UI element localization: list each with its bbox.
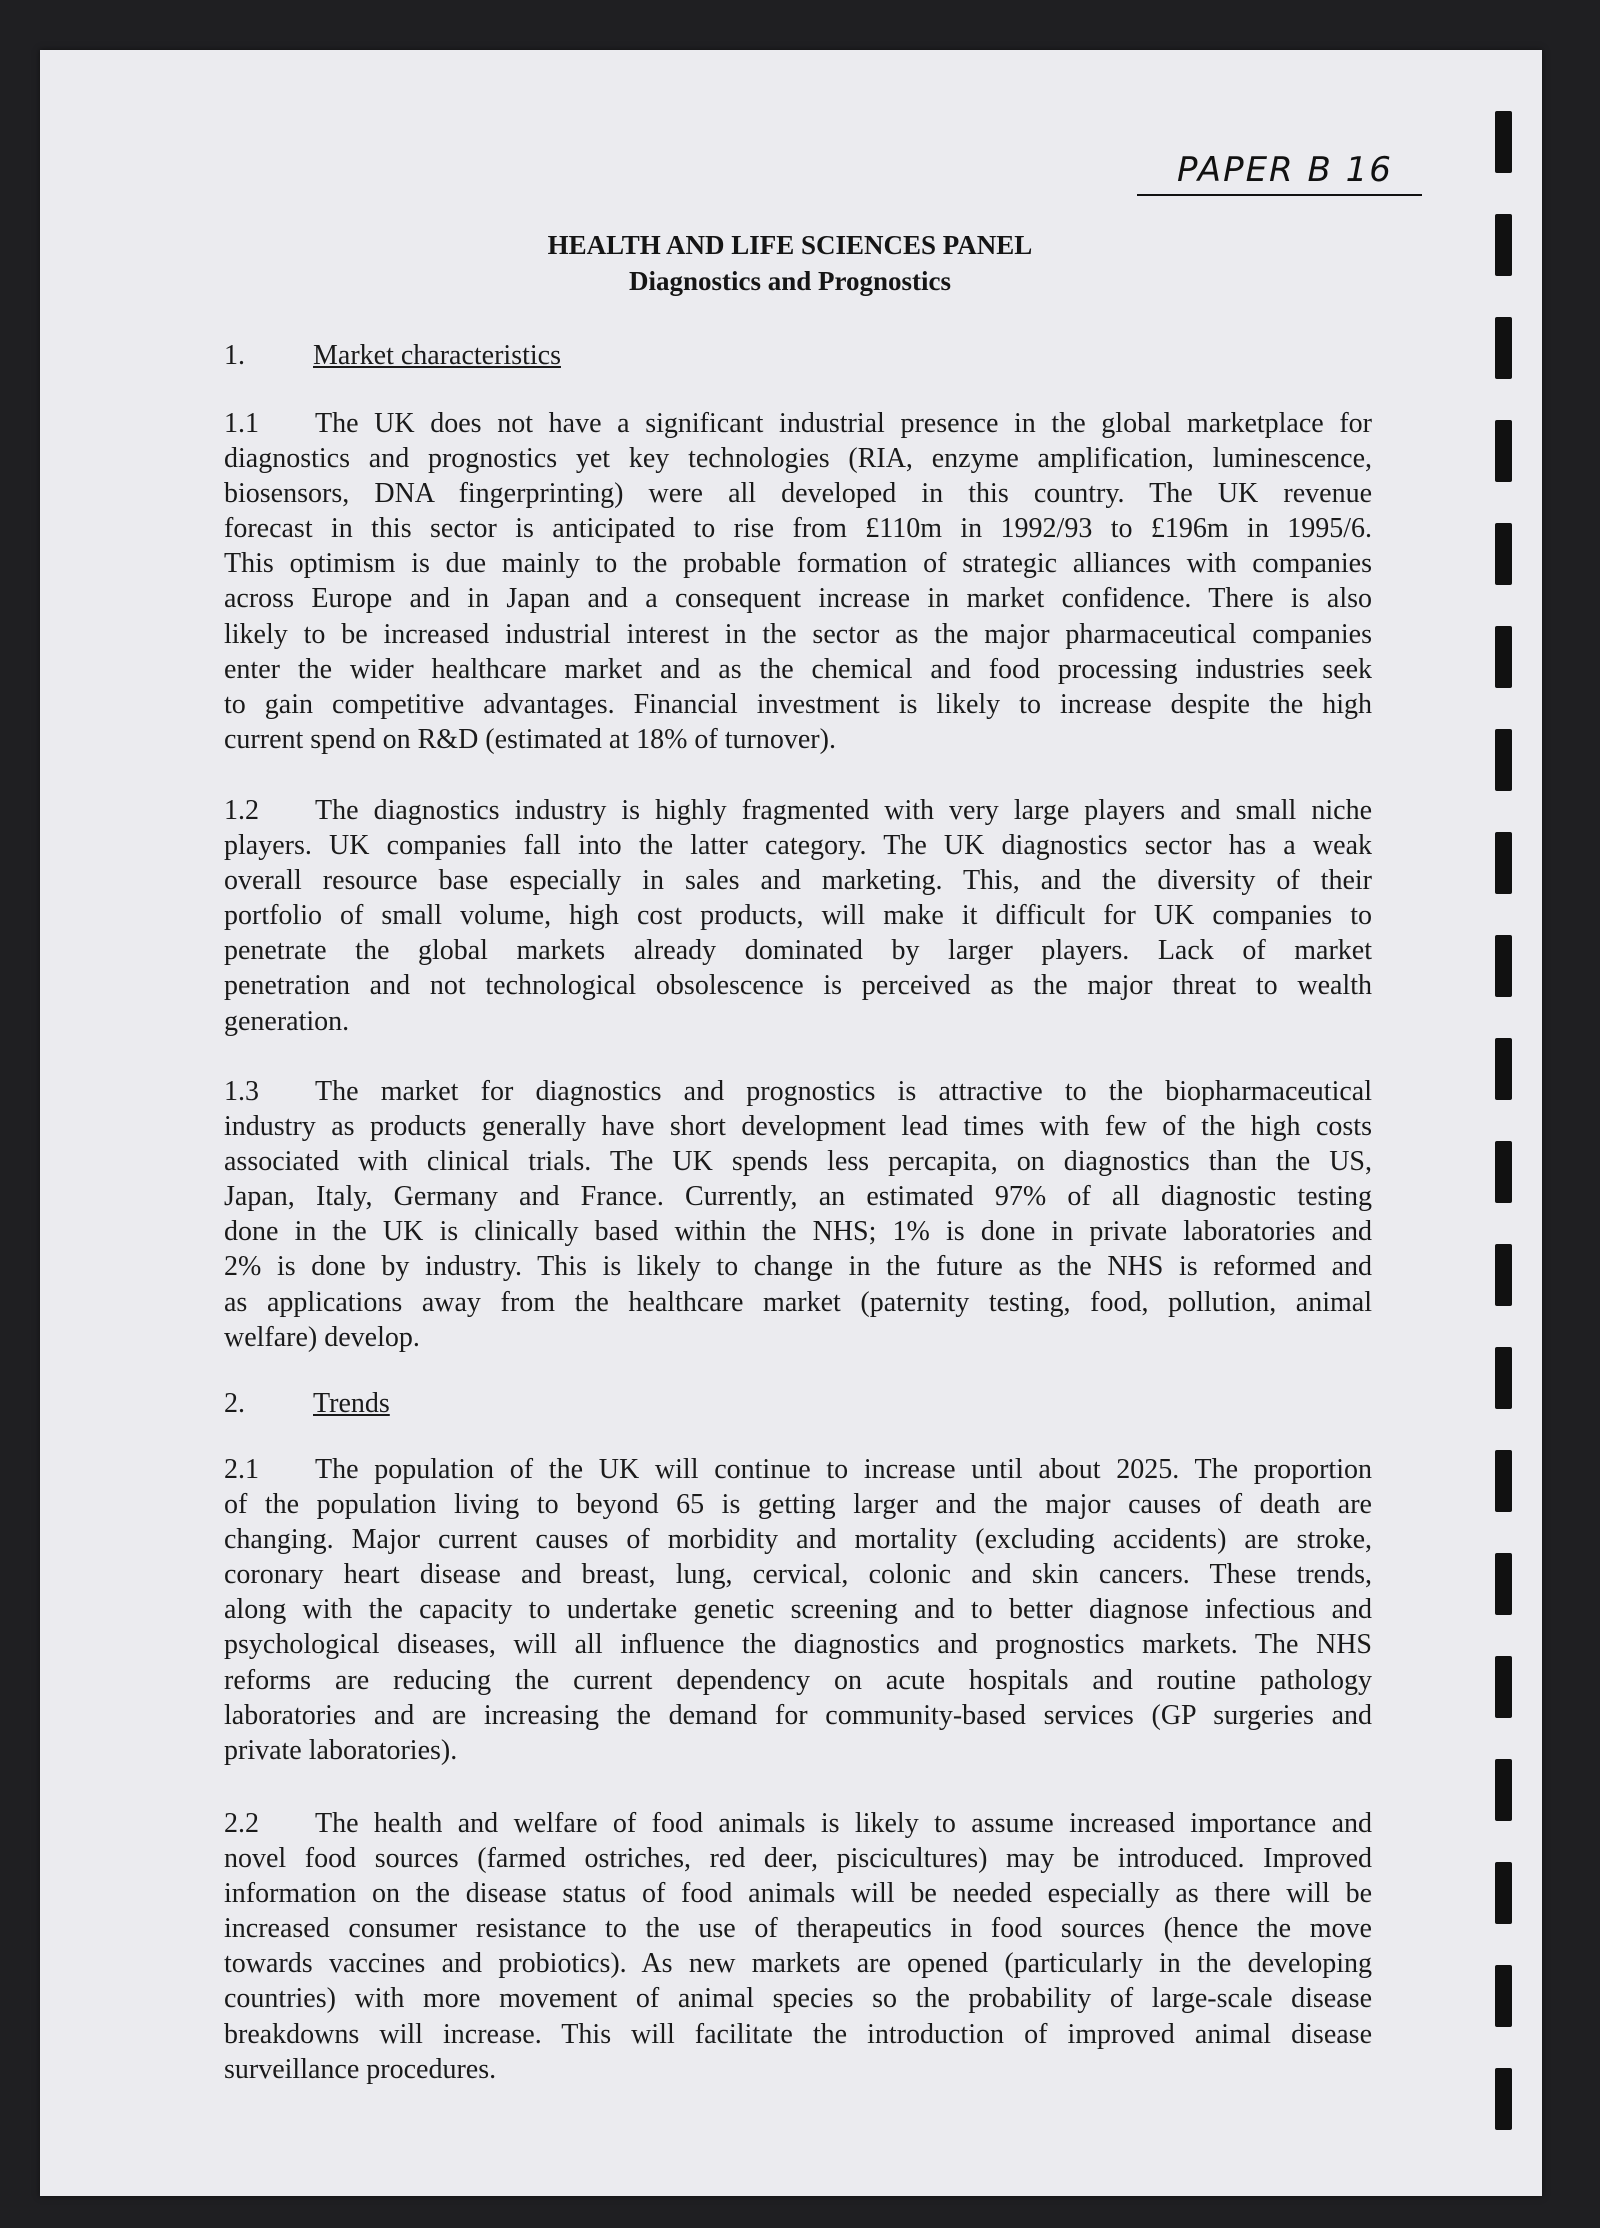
- handwritten-paper-label: PAPER B 16: [1137, 150, 1422, 196]
- binding-hole-mark: [1495, 1141, 1512, 1203]
- text-line: diagnostics and prognostics yet key technologies (RIA, enzyme amplification, luminescence,: [224, 443, 1372, 475]
- text-line: along with the capacity to undertake genetic screening and to better diagnose infectious and: [224, 1594, 1372, 1626]
- text-line: of the population living to beyond 65 is getting larger and the major causes of death are: [224, 1489, 1372, 1521]
- text-line: biosensors, DNA fingerprinting) were all developed in this country. The UK revenue: [224, 478, 1372, 510]
- binding-hole-mark: [1495, 1244, 1512, 1306]
- document-title: HEALTH AND LIFE SCIENCES PANEL: [547, 230, 1033, 260]
- text-line: likely to be increased industrial interest in the sector as the major pharmaceutical companies: [224, 618, 1372, 650]
- section-title: Market characteristics: [313, 340, 561, 371]
- paragraph-1-1: [224, 406, 1372, 757]
- paragraph-2-2: [224, 1806, 1372, 2087]
- text-line: breakdowns will increase. This will facilitate the introduction of improved animal disease: [224, 2018, 1372, 2050]
- text-line: laboratories and are increasing the demand for community-based services (GP surgeries and: [224, 1699, 1372, 1731]
- text-line: increased consumer resistance to the use of therapeutics in food sources (hence the move: [224, 1913, 1372, 1945]
- text-line: welfare) develop.: [224, 1321, 420, 1353]
- text-line: 1.3 The market for diagnostics and prognostics is attractive to the biopharmaceutical: [224, 1076, 1372, 1107]
- binding-hole-mark: [1495, 729, 1512, 791]
- section-number: 2.: [224, 1388, 245, 1419]
- text-line: to gain competitive advantages. Financial investment is likely to increase despite the high: [224, 688, 1372, 720]
- text-line: done in the UK is clinically based within the NHS; 1% is done in private laboratories and: [224, 1216, 1372, 1248]
- text-line: penetration and not technological obsolescence is perceived as the major threat to wealth: [224, 970, 1372, 1002]
- binding-hole-mark: [1495, 1450, 1512, 1512]
- text-line: current spend on R&D (estimated at 18% of turnover).: [224, 723, 836, 755]
- text-line: generation.: [224, 1005, 350, 1037]
- text-line: overall resource base especially in sales and marketing. This, and the diversity of their: [224, 865, 1372, 897]
- binding-hole-mark: [1495, 1553, 1512, 1615]
- binding-hole-mark: [1495, 2068, 1512, 2130]
- text-line: coronary heart disease and breast, lung, cervical, colonic and skin cancers. These trends,: [224, 1559, 1372, 1591]
- text-line: 2.1 The population of the UK will continue to increase until about 2025. The proportion: [224, 1454, 1372, 1485]
- text-line: industry as products generally have short development lead times with few of the high costs: [224, 1111, 1372, 1143]
- text-line: towards vaccines and probiotics). As new markets are opened (particularly in the developing: [224, 1948, 1372, 1980]
- text-line: penetrate the global markets already dominated by larger players. Lack of market: [224, 935, 1372, 967]
- section-number: 1.: [224, 340, 245, 371]
- section-title: Trends: [313, 1388, 390, 1419]
- binding-hole-mark: [1495, 214, 1512, 276]
- text-line: changing. Major current causes of morbidity and mortality (excluding accidents) are stroke,: [224, 1524, 1372, 1556]
- binding-hole-mark: [1495, 832, 1512, 894]
- binding-hole-mark: [1495, 1038, 1512, 1100]
- paragraph-1-2: [224, 793, 1372, 1039]
- text-line: enter the wider healthcare market and as the chemical and food processing industries seek: [224, 653, 1372, 685]
- text-line: across Europe and in Japan and a consequent increase in market confidence. There is also: [224, 583, 1372, 615]
- binding-hole-mark: [1495, 1347, 1512, 1409]
- text-line: Japan, Italy, Germany and France. Currently, an estimated 97% of all diagnostic testing: [224, 1181, 1372, 1213]
- binding-hole-mark: [1495, 935, 1512, 997]
- binding-hole-mark: [1495, 523, 1512, 585]
- text-line: 1.1 The UK does not have a significant industrial presence in the global marketplace for: [224, 408, 1372, 439]
- binding-hole-mark: [1495, 1759, 1512, 1821]
- text-line: This optimism is due mainly to the probable formation of strategic alliances with companies: [224, 548, 1372, 580]
- binding-hole-mark: [1495, 111, 1512, 173]
- text-line: forecast in this sector is anticipated to rise from £110m in 1992/93 to £196m in 1995/6.: [224, 513, 1372, 545]
- text-line: 1.2 The diagnostics industry is highly fragmented with very large players and small niche: [224, 795, 1372, 826]
- text-line: surveillance procedures.: [224, 2053, 497, 2085]
- text-line: psychological diseases, will all influence the diagnostics and prognostics markets. The NHS: [224, 1629, 1372, 1661]
- text-line: portfolio of small volume, high cost products, will make it difficult for UK companies to: [224, 900, 1372, 932]
- binding-hole-mark: [1495, 1656, 1512, 1718]
- text-line: countries) with more movement of animal species so the probability of large-scale disease: [224, 1983, 1372, 2015]
- binding-hole-mark: [1495, 317, 1512, 379]
- text-line: players. UK companies fall into the latter category. The UK diagnostics sector has a weak: [224, 830, 1372, 862]
- text-line: private laboratories).: [224, 1734, 458, 1766]
- text-line: novel food sources (farmed ostriches, red deer, piscicultures) may be introduced. Improved: [224, 1843, 1372, 1875]
- text-line: 2.2 The health and welfare of food animals is likely to assume increased importance and: [224, 1808, 1372, 1839]
- text-line: information on the disease status of food animals will be needed especially as there will be: [224, 1878, 1372, 1910]
- document-subtitle: Diagnostics and Prognostics: [628, 266, 952, 296]
- binding-hole-mark: [1495, 626, 1512, 688]
- text-line: as applications away from the healthcare market (paternity testing, food, pollution, animal: [224, 1286, 1372, 1318]
- binding-hole-mark: [1495, 420, 1512, 482]
- paragraph-2-1: [224, 1452, 1372, 1768]
- binding-hole-mark: [1495, 1965, 1512, 2027]
- paragraph-1-3: [224, 1074, 1372, 1355]
- binding-hole-mark: [1495, 1862, 1512, 1924]
- text-line: reforms are reducing the current dependency on acute hospitals and routine pathology: [224, 1664, 1372, 1696]
- text-line: 2% is done by industry. This is likely to change in the future as the NHS is reformed and: [224, 1251, 1372, 1283]
- text-line: associated with clinical trials. The UK spends less percapita, on diagnostics than the US,: [224, 1146, 1372, 1178]
